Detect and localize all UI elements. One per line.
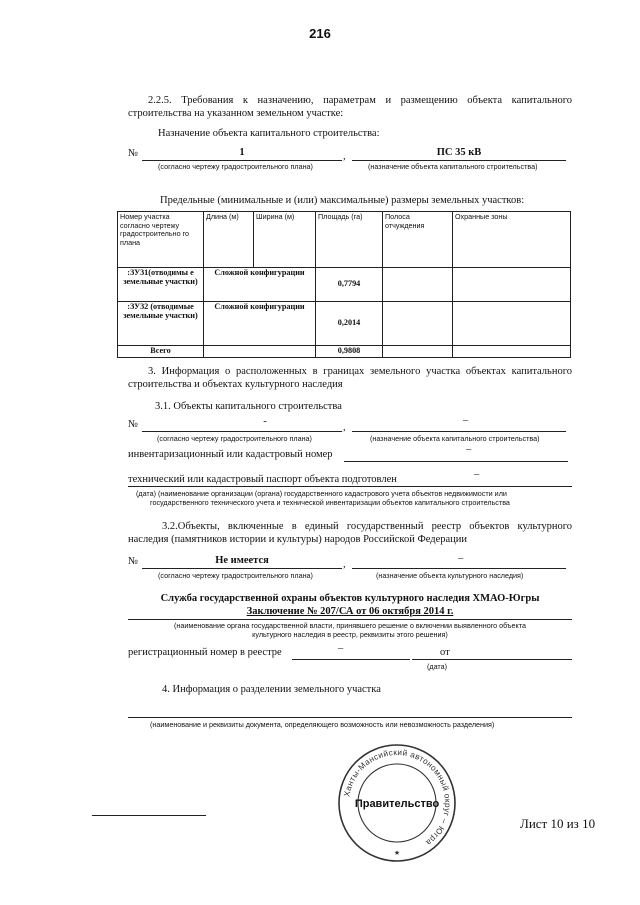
- heritage-caption-plan: (согласно чертежу градостроительного плана): [158, 571, 313, 580]
- government-seal: [336, 742, 458, 864]
- heritage-purpose-line: [352, 568, 566, 569]
- objects-caption-plan: (согласно чертежу градостроительного плана): [157, 434, 312, 443]
- authority-line-2: Заключение № 207/СА от 06 октября 2014 г.: [246, 606, 454, 617]
- header-plot-number: Номер участка согласно чертежу градостроительно го плана: [118, 212, 204, 268]
- header-width: Ширина (м): [254, 212, 316, 268]
- passport-caption-2: государственного технического учета и технической инвентаризации объектов капитального строительства: [150, 498, 510, 507]
- number-value: 1: [239, 147, 245, 158]
- objects-number-label: №: [128, 419, 139, 430]
- seal-center-text: Правительство: [354, 798, 440, 810]
- comma: ,: [343, 151, 346, 162]
- authority-line-1: Служба государственной охраны объектов культурного наследия ХМАО-Югры: [160, 593, 540, 604]
- section-4-line: [128, 717, 572, 718]
- purpose-heading: Назначение объекта капитального строительства:: [158, 128, 380, 139]
- section-2-2-5-text: 2.2.5. Требования к назначению, параметрам и размещению объекта капитального строительства на указанном земельном участке:: [128, 95, 572, 119]
- row-plot-id: :ЗУ32 (отводимые земельные участки): [118, 302, 204, 346]
- section-4-heading: 4. Информация о разделении земельного участка: [162, 684, 381, 695]
- total-dims-cell: [204, 346, 316, 358]
- seal-star-icon: ★: [393, 849, 401, 857]
- heritage-number-label: №: [128, 556, 139, 567]
- table-row: [118, 302, 571, 346]
- objects-caption-purpose: (назначение объекта капитального строительства): [370, 434, 540, 443]
- land-plot-sizes-table: [117, 211, 571, 358]
- name-line: [352, 160, 566, 161]
- row-dimensions: Сложной конфигурации: [204, 302, 316, 346]
- row-zones-cell: [453, 302, 571, 346]
- objects-purpose-dash: –: [463, 415, 469, 426]
- section-3-2-text: 3.2.Объекты, включенные в единый государственный реестр объектов культурного наследия (памятников истории и культуры) народов Российской Федерации: [128, 521, 572, 545]
- page-number: 216: [309, 26, 331, 41]
- total-exclusion-cell: [383, 346, 453, 358]
- authority-line: [128, 619, 572, 620]
- table-total-row: [118, 346, 571, 358]
- header-length: Длина (м): [204, 212, 254, 268]
- number-label: №: [128, 148, 139, 159]
- row-area: 0,2014: [316, 302, 383, 346]
- inventory-line: [344, 461, 568, 462]
- sheet-label: Лист 10 из 10: [520, 816, 596, 831]
- heritage-number-line: [142, 568, 342, 569]
- section-3-1-heading: 3.1. Объекты капитального строительства: [155, 401, 342, 412]
- row-plot-id: :ЗУ31(отводимы е земельные участки): [118, 268, 204, 302]
- header-protection-zones: Охранные зоны: [453, 212, 571, 268]
- registry-value: –: [338, 643, 344, 654]
- inventory-label: инвентаризационный или кадастровый номер: [128, 449, 333, 460]
- heritage-caption-purpose: (назначение объекта культурного наследия): [376, 571, 524, 580]
- authority-caption-2: культурного наследия в реестр, реквизиты этого решения): [252, 630, 448, 639]
- objects-purpose-line: [352, 431, 566, 432]
- row-dimensions: Сложной конфигурации: [204, 268, 316, 302]
- objects-number-dash: -: [263, 416, 267, 427]
- limits-heading: Предельные (минимальные и (или) максимальные) размеры земельных участков:: [160, 195, 525, 206]
- name-value: ПС 35 кВ: [436, 147, 482, 158]
- registry-date-line: [412, 659, 572, 660]
- date-caption: (дата): [427, 662, 448, 671]
- registry-from: от: [440, 647, 450, 658]
- registry-number-line: [292, 659, 410, 660]
- section-3-text: 3. Информация о расположенных в границах земельного участка объектах капитального строительства и объектах культурного наследия: [128, 366, 572, 390]
- row-exclusion-cell: [383, 302, 453, 346]
- registry-label: регистрационный номер в реестре: [128, 647, 282, 658]
- heritage-purpose-dash: –: [458, 553, 464, 564]
- table-header-row: [118, 212, 571, 268]
- comma: ,: [343, 559, 346, 570]
- row-zones-cell: [453, 268, 571, 302]
- section-4-caption: (наименование и реквизиты документа, определяющего возможность или невозможность разделения): [150, 720, 495, 729]
- header-exclusion-strip: Полоса отчуждения: [383, 212, 453, 268]
- comma: ,: [343, 422, 346, 433]
- number-line: [142, 160, 342, 161]
- passport-caption-1: (дата) (наименование организации (органа) государственного кадастрового учета объектов недвижимости или: [136, 489, 507, 498]
- total-area: 0,9808: [316, 346, 383, 358]
- total-zones-cell: [453, 346, 571, 358]
- header-area: Площадь (га): [316, 212, 383, 268]
- passport-value: –: [474, 469, 480, 480]
- table-row: [118, 268, 571, 302]
- seal-ring-text: Ханты-Мансийский автономный округ – Югра: [342, 747, 453, 848]
- row-area: 0,7794: [316, 268, 383, 302]
- caption-plan: (согласно чертежу градостроительного плана): [158, 162, 313, 171]
- inventory-value: –: [466, 444, 472, 455]
- passport-label: технический или кадастровый паспорт объекта подготовлен: [128, 474, 397, 485]
- objects-number-line: [142, 431, 342, 432]
- heritage-value: Не имеется: [215, 555, 269, 566]
- passport-line: [128, 486, 572, 487]
- signature-line: [92, 815, 206, 816]
- caption-purpose: (назначение объекта капитального строительства): [368, 162, 538, 171]
- row-exclusion-cell: [383, 268, 453, 302]
- total-label: Всего: [118, 346, 204, 358]
- authority-caption-1: (наименование органа государственной власти, принявшего решение о включении выявленного объекта: [174, 621, 526, 630]
